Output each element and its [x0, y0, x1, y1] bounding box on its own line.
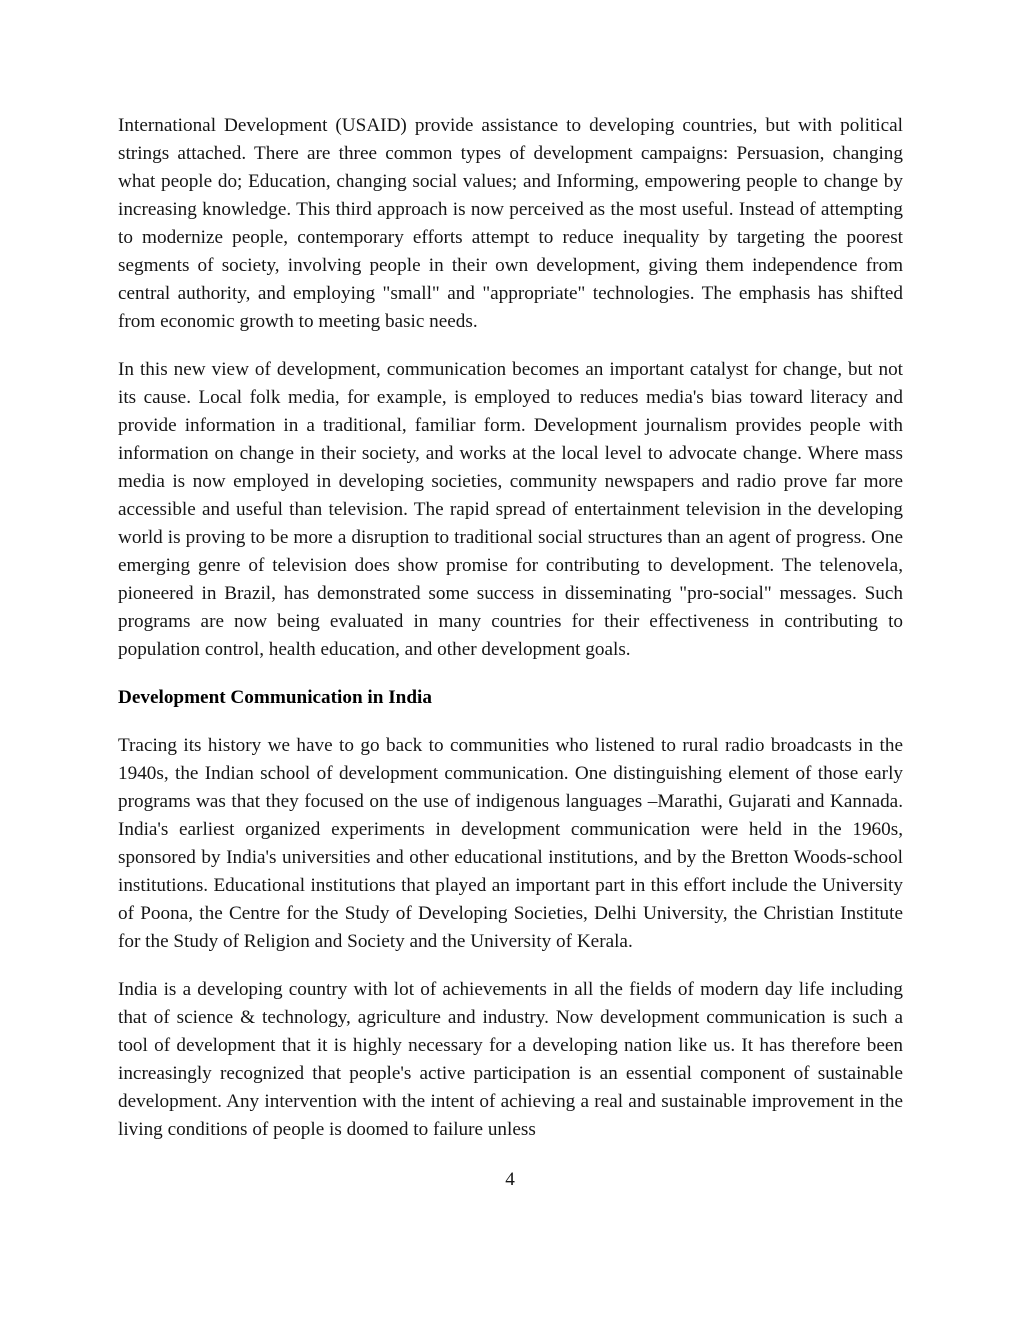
paragraph-india-developing-country: India is a developing country with lot of achievements in all the fields of modern day life including that of science & technology, agriculture and industry. Now development communication is such a tool of development that it is highly necessary for a developing nation like us. It has therefore been increasingly recognized that people's active participation is an essential component of sustainable development. Any intervention with the intent of achieving a real and sustainable improvement in the living conditions of people is doomed to failure unless [118, 979, 903, 1140]
paragraph-communication-as-catalyst: In this new view of development, communication becomes an important catalyst for change, but not its cause. Local folk media, for example, is employed to reduces media's bias toward literacy and provide information in a traditional, familiar form. Development journalism provides people with information on change in their society, and works at the local level to advocate change. Where mass media is now employed in developing societies, community newspapers and radio prove far more accessible and useful than television. The rapid spread of entertainment television in the developing world is proving to be more a disruption to traditional social structures than an agent of progress. One emerging genre of television does show promise for contributing to development. The telenovela, pioneered in Brazil, has demonstrated some success in disseminating "pro-social" messages. Such programs are now being evaluated in many countries for their effectiveness in contributing to population control, health education, and other development goals. [118, 359, 903, 660]
page-number: 4 [505, 1169, 515, 1190]
heading-development-communication-in-india: Development Communication in India [118, 687, 432, 708]
paragraph-usaid-development-campaigns: International Development (USAID) provide assistance to developing countries, but with political strings attached. There are three common types of development campaigns: Persuasion, changing what people do; Education, changing social values; and Informing, empowering people to change by increasing knowledge. This third approach is now perceived as the most useful. Instead of attempting to modernize people, contemporary efforts attempt to reduce inequality by targeting the poorest segments of society, involving people in their own development, giving them independence from central authority, and employing "small" and "appropriate" technologies. The emphasis has shifted from economic growth to meeting basic needs. [118, 115, 903, 332]
page-text-column [118, 112, 903, 1144]
paragraph-indian-history-of-devcom: Tracing its history we have to go back to communities who listened to rural radio broadcasts in the 1940s, the Indian school of development communication. One distinguishing element of those early programs was that they focused on the use of indigenous languages –Marathi, Gujarati and Kannada. India's earliest organized experiments in development communication were held in the 1960s, sponsored by India's universities and other educational institutions, and by the Bretton Woods-school institutions. Educational institutions that played an important part in this effort include the University of Poona, the Centre for the Study of Developing Societies, Delhi University, the Christian Institute for the Study of Religion and Society and the University of Kerala. [118, 735, 903, 952]
